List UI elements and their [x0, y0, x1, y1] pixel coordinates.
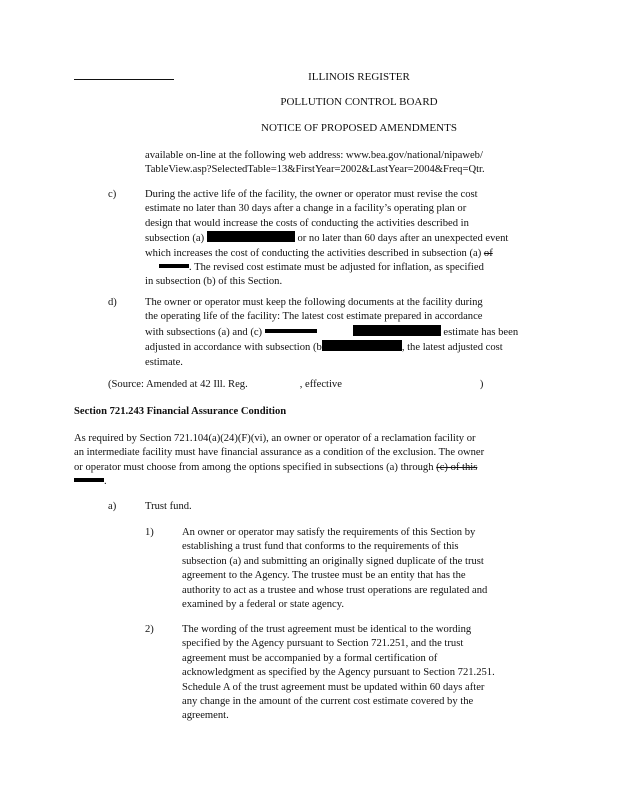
- para-c-line: in subsection (b) of this Section.: [145, 276, 283, 288]
- para-c-text: subsection (a): [145, 233, 205, 245]
- item-2: [182, 623, 562, 724]
- para-d-text: with subsections (a) and (c): [145, 326, 263, 338]
- section-line: As required by Section 721.104(a)(24)(F)(vi), an owner or operator of a reclamation facility or: [74, 433, 476, 444]
- para-d-line: [145, 340, 565, 355]
- para-c-line: [145, 261, 565, 275]
- item-1: [182, 526, 562, 612]
- item-2-line: agreement.: [182, 710, 229, 722]
- register-title: ILLINOIS REGISTER: [308, 71, 410, 83]
- continuation-line-1: available on-line at the following web address: www.bea.gov/national/nipaweb/: [145, 150, 483, 161]
- para-c-line: design that would increase the costs of conducting the activities described in: [145, 217, 469, 229]
- para-c-line: estimate no later than 30 days after a change in a facility’s operating plan or: [145, 203, 467, 215]
- section-heading: Section 721.243 Financial Assurance Condition: [74, 406, 287, 417]
- sub-a-label: a): [108, 501, 117, 512]
- continuation-text: [145, 149, 585, 178]
- section-line: an intermediate facility must have financial assurance as a condition of the exclusion. The owner: [74, 447, 485, 459]
- redaction-mark: [74, 478, 104, 482]
- source-text: (Source: Amended at 42 Ill. Reg.: [108, 379, 248, 390]
- redaction-mark: [159, 264, 189, 268]
- section-intro: [74, 432, 554, 490]
- para-c: [145, 188, 565, 290]
- item-2-label: 2): [145, 624, 154, 635]
- para-d-text: adjusted in accordance with subsection (b: [145, 342, 322, 354]
- source-close: ): [479, 379, 484, 390]
- redaction-mark: [322, 340, 402, 351]
- section-line: [74, 475, 554, 489]
- para-c-text: which increases the cost of conducting the activities described in subsection (a): [145, 247, 482, 259]
- item-2-line: acknowledgment as specified by the Agency pursuant to Section 721.251.: [182, 667, 495, 679]
- item-1-line: subsection (a) and submitting an originally signed duplicate of the trust: [182, 555, 484, 567]
- item-2-line: specified by the Agency pursuant to Section 721.251, and the trust: [182, 638, 464, 650]
- item-2-line: any change in the amount of the current cost estimate covered by the: [182, 696, 474, 708]
- para-d-line: the operating life of the facility: The latest cost estimate prepared in accordance: [145, 311, 483, 323]
- para-d-line: estimate.: [145, 356, 183, 368]
- item-1-label: 1): [145, 527, 154, 538]
- item-1-line: authority to act as a trustee and whose trust operations are regulated and: [182, 584, 488, 596]
- redaction-mark: [265, 329, 317, 333]
- source-line: [108, 378, 548, 392]
- redaction-mark: [207, 231, 295, 242]
- para-c-line: [145, 231, 565, 246]
- section-text: or operator must choose from among the options specified in subsections (a) through: [74, 461, 437, 473]
- para-d-text: , the latest adjusted cost: [401, 342, 503, 354]
- item-2-line: The wording of the trust agreement must be identical to the wording: [182, 624, 472, 635]
- para-d-line: [145, 325, 565, 340]
- source-effective: , effective: [299, 379, 342, 390]
- para-c-line: During the active life of the facility, the owner or operator must revise the cost: [145, 189, 478, 200]
- para-d-line: The owner or operator must keep the following documents at the facility during: [145, 297, 483, 308]
- section-text: .: [104, 476, 107, 488]
- section-line: [74, 461, 554, 475]
- item-1-line: agreement to the Agency. The trustee must be an entity that has the: [182, 570, 466, 582]
- item-1-line: establishing a trust fund that conforms to the requirements of this: [182, 541, 459, 553]
- para-c-label: c): [108, 189, 117, 200]
- item-1-line: An owner or operator may satisfy the requirements of this Section by: [182, 527, 476, 538]
- continuation-line-2: TableView.asp?SelectedTable=13&FirstYear=2002&LastYear=2004&Freq=Qtr.: [145, 164, 485, 176]
- struck-text: of: [483, 247, 493, 259]
- para-c-text: or no later than 60 days after an unexpected event: [297, 233, 509, 245]
- para-d-text: estimate has been: [443, 326, 519, 338]
- redaction-mark: [353, 325, 441, 336]
- sub-a-title: Trust fund.: [145, 501, 192, 512]
- item-1-line: examined by a federal or state agency.: [182, 599, 344, 611]
- board-title: POLLUTION CONTROL BOARD: [280, 96, 438, 108]
- para-d: [145, 296, 565, 370]
- item-2-line: agreement must be accompanied by a formal certification of: [182, 652, 438, 664]
- para-d-label: d): [108, 297, 117, 308]
- struck-text: (c) of this: [436, 461, 478, 473]
- para-c-text: . The revised cost estimate must be adjusted for inflation, as specified: [189, 262, 484, 274]
- item-2-line: Schedule A of the trust agreement must be updated within 60 days after: [182, 681, 485, 693]
- notice-title: NOTICE OF PROPOSED AMENDMENTS: [261, 122, 457, 134]
- para-c-line: [145, 247, 565, 261]
- header-rule: [74, 79, 174, 80]
